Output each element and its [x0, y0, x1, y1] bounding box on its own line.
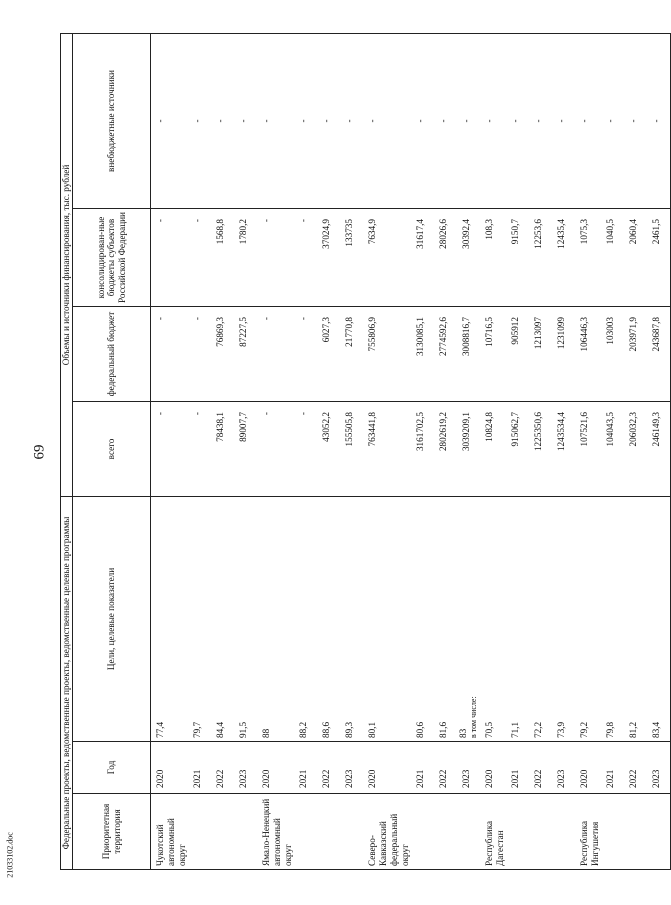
cell-goal: 83,4 [647, 497, 671, 742]
table-row [363, 33, 411, 869]
cell-goal: 80,6 [411, 497, 434, 742]
table-row [411, 33, 434, 869]
cell-federal: 1231099 [552, 307, 575, 402]
cell-total: 104043,5 [601, 402, 624, 497]
table-row [294, 33, 317, 869]
cell-year: 2021 [601, 742, 624, 794]
cell-goal: 79,8 [601, 497, 624, 742]
page-number: 69 [31, 444, 48, 460]
header-territory: Приоритетная территория [73, 794, 151, 870]
cell-federal: 103003 [601, 307, 624, 402]
cell-goal: 77,4 [151, 497, 189, 742]
cell-territory [506, 794, 529, 870]
cell-territory: Ямало-Ненецкий автономный округ [257, 794, 294, 870]
cell-consolidated: 1568,8 [211, 209, 234, 307]
cell-extra: - [434, 33, 457, 208]
cell-total: 78438,1 [211, 402, 234, 497]
cell-extra: - [363, 33, 411, 208]
cell-consolidated: 1040,5 [601, 209, 624, 307]
cell-federal: 10716,5 [480, 307, 506, 402]
cell-year: 2020 [363, 742, 411, 794]
cell-territory [188, 794, 211, 870]
header-federal: федеральный бюджет [73, 307, 151, 402]
table-row [234, 33, 257, 869]
table-row [647, 33, 671, 869]
cell-federal: - [151, 307, 189, 402]
cell-extra: - [340, 33, 363, 208]
cell-year: 2020 [480, 742, 506, 794]
cell-goal: 79,2 [575, 497, 601, 742]
cell-goal: 84,4 [211, 497, 234, 742]
cell-year: 2023 [647, 742, 671, 794]
cell-goal: 83 в том числе: [457, 497, 480, 742]
cell-year: 2023 [340, 742, 363, 794]
cell-territory [411, 794, 434, 870]
cell-total: 915062,7 [506, 402, 529, 497]
cell-territory [317, 794, 340, 870]
table-row [601, 33, 624, 869]
cell-extra: - [552, 33, 575, 208]
cell-extra: - [480, 33, 506, 208]
cell-territory [211, 794, 234, 870]
cell-goal: 88,6 [317, 497, 340, 742]
table-row [552, 33, 575, 869]
cell-federal: 1213097 [529, 307, 552, 402]
table-body [151, 33, 671, 869]
cell-consolidated: 12253,6 [529, 209, 552, 307]
cell-federal: 3130085,1 [411, 307, 434, 402]
cell-total: 1225350,6 [529, 402, 552, 497]
document-code: 21033102.doc [5, 832, 15, 878]
cell-goal: 80,1 [363, 497, 411, 742]
cell-total: - [151, 402, 189, 497]
cell-federal: 106446,3 [575, 307, 601, 402]
cell-consolidated: 1780,2 [234, 209, 257, 307]
cell-extra: - [151, 33, 189, 208]
cell-consolidated: - [151, 209, 189, 307]
cell-consolidated: 37024,9 [317, 209, 340, 307]
cell-consolidated: 12435,4 [552, 209, 575, 307]
cell-year: 2020 [257, 742, 294, 794]
table-row [529, 33, 552, 869]
table-row [457, 33, 480, 869]
cell-goal: 73,9 [552, 497, 575, 742]
header-year: Год [73, 742, 151, 794]
cell-consolidated: 30392,4 [457, 209, 480, 307]
table-row [506, 33, 529, 869]
cell-extra: - [575, 33, 601, 208]
cell-consolidated: 28026,6 [434, 209, 457, 307]
cell-goal: 79,7 [188, 497, 211, 742]
cell-territory [647, 794, 671, 870]
cell-federal: 21770,8 [340, 307, 363, 402]
table-row [188, 33, 211, 869]
cell-year: 2022 [434, 742, 457, 794]
cell-total: 43052,2 [317, 402, 340, 497]
cell-total: 2802619,2 [434, 402, 457, 497]
table-row [340, 33, 363, 869]
cell-territory [234, 794, 257, 870]
cell-territory [340, 794, 363, 870]
cell-total: - [294, 402, 317, 497]
cell-federal: 76869,3 [211, 307, 234, 402]
table-header [61, 33, 151, 869]
cell-consolidated: 1075,3 [575, 209, 601, 307]
table-row [575, 33, 601, 869]
cell-extra: - [506, 33, 529, 208]
cell-total: 89007,7 [234, 402, 257, 497]
cell-extra: - [529, 33, 552, 208]
cell-year: 2022 [211, 742, 234, 794]
cell-goal: 91,5 [234, 497, 257, 742]
cell-extra: - [411, 33, 434, 208]
cell-federal: 755806,9 [363, 307, 411, 402]
financing-table [60, 33, 671, 870]
cell-total: 763441,8 [363, 402, 411, 497]
cell-federal: 2774592,6 [434, 307, 457, 402]
cell-extra: - [647, 33, 671, 208]
cell-extra: - [257, 33, 294, 208]
cell-year: 2021 [411, 742, 434, 794]
cell-federal: 87227,5 [234, 307, 257, 402]
cell-territory [529, 794, 552, 870]
table-row [151, 33, 189, 869]
cell-goal: 81,2 [624, 497, 647, 742]
cell-goal: 88,2 [294, 497, 317, 742]
cell-federal: - [294, 307, 317, 402]
table-row [257, 33, 294, 869]
cell-consolidated: 2461,5 [647, 209, 671, 307]
cell-goal: 88 [257, 497, 294, 742]
cell-total: 10824,8 [480, 402, 506, 497]
cell-extra: - [294, 33, 317, 208]
cell-total: 1243534,4 [552, 402, 575, 497]
cell-territory [624, 794, 647, 870]
cell-territory: Северо-Кавказский федеральный округ [363, 794, 411, 870]
cell-territory [457, 794, 480, 870]
cell-year: 2022 [624, 742, 647, 794]
table-row [434, 33, 457, 869]
cell-total: 3161702,5 [411, 402, 434, 497]
cell-goal: 72,2 [529, 497, 552, 742]
cell-federal: - [188, 307, 211, 402]
cell-territory: Республика Дагестан [480, 794, 506, 870]
cell-year: 2020 [151, 742, 189, 794]
header-consolidated: консолидирован-ные бюджеты субъектов Российской Федерации [73, 209, 151, 307]
cell-consolidated: 9150,7 [506, 209, 529, 307]
header-goals: Цели, целевые показатели [73, 497, 151, 742]
cell-extra: - [211, 33, 234, 208]
cell-year: 2023 [234, 742, 257, 794]
cell-year: 2022 [529, 742, 552, 794]
header-total: всего [73, 402, 151, 497]
cell-consolidated: 133735 [340, 209, 363, 307]
cell-federal: 203971,9 [624, 307, 647, 402]
cell-goal: 89,3 [340, 497, 363, 742]
cell-goal: 70,5 [480, 497, 506, 742]
cell-territory: Чукотский автономный округ [151, 794, 189, 870]
cell-extra: - [624, 33, 647, 208]
cell-territory [434, 794, 457, 870]
cell-total: 246149,3 [647, 402, 671, 497]
cell-territory [601, 794, 624, 870]
cell-total: 206032,3 [624, 402, 647, 497]
cell-consolidated: - [188, 209, 211, 307]
cell-total: 155505,8 [340, 402, 363, 497]
cell-extra: - [188, 33, 211, 208]
header-group-financing: Объемы и источники финансирования, тыс. рублей [61, 33, 73, 496]
cell-extra: - [601, 33, 624, 208]
cell-total: - [257, 402, 294, 497]
cell-territory [294, 794, 317, 870]
cell-consolidated: 2060,4 [624, 209, 647, 307]
header-extra: внебюджетные источники [73, 33, 151, 208]
cell-year: 2021 [294, 742, 317, 794]
cell-federal: 6027,3 [317, 307, 340, 402]
cell-extra: - [234, 33, 257, 208]
rotated-table-container [60, 34, 661, 870]
cell-federal: - [257, 307, 294, 402]
table-row [480, 33, 506, 869]
cell-consolidated: 31617,4 [411, 209, 434, 307]
table-row [624, 33, 647, 869]
cell-goal: 81,6 [434, 497, 457, 742]
table-row [211, 33, 234, 869]
cell-federal: 3008816,7 [457, 307, 480, 402]
cell-territory [552, 794, 575, 870]
cell-year: 2020 [575, 742, 601, 794]
cell-consolidated: 108,3 [480, 209, 506, 307]
cell-year: 2022 [317, 742, 340, 794]
cell-total: 3039209,1 [457, 402, 480, 497]
cell-territory: Республика Ингушетия [575, 794, 601, 870]
cell-federal: 243687,8 [647, 307, 671, 402]
cell-extra: - [317, 33, 340, 208]
table-row [317, 33, 340, 869]
header-group-projects: Федеральные проекты, ведомственные проекты, ведомственные целевые программы [61, 497, 73, 870]
cell-year: 2021 [506, 742, 529, 794]
cell-consolidated: - [294, 209, 317, 307]
cell-goal: 71,1 [506, 497, 529, 742]
cell-year: 2023 [552, 742, 575, 794]
cell-extra: - [457, 33, 480, 208]
cell-federal: 905912 [506, 307, 529, 402]
cell-year: 2021 [188, 742, 211, 794]
cell-consolidated: - [257, 209, 294, 307]
cell-total: - [188, 402, 211, 497]
cell-total: 107521,6 [575, 402, 601, 497]
cell-consolidated: 7634,9 [363, 209, 411, 307]
cell-year: 2023 [457, 742, 480, 794]
